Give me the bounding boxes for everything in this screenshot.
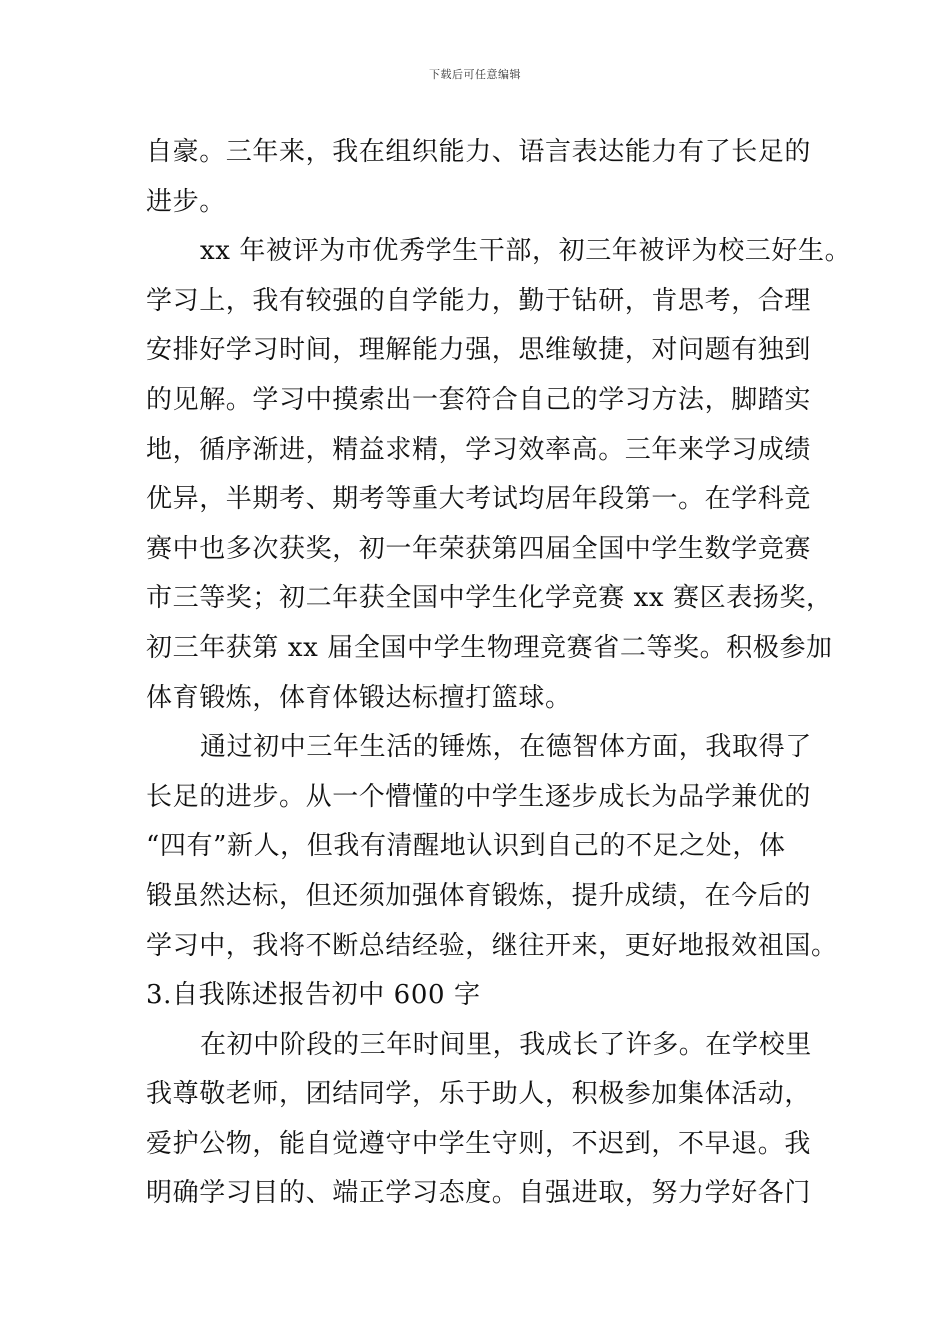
text-line: 长足的进步。从一个懵懂的中学生逐步成长为品学兼优的 xyxy=(146,781,812,812)
text-line: 赛中也多次获奖，初一年荣获第四届全国中学生数学竞赛 xyxy=(146,533,812,564)
text-line: “四有”新人，但我有清醒地认识到自己的不足之处，体 xyxy=(146,831,786,862)
text-line: 我尊敬老师，团结同学，乐于助人，积极参加集体活动， xyxy=(146,1079,812,1110)
text-line: 地，循序渐进，精益求精，学习效率高。三年来学习成绩 xyxy=(146,434,812,465)
paragraph-start-line: 在初中阶段的三年时间里，我成长了许多。在学校里 xyxy=(200,1029,812,1060)
text-line: 锻虽然达标，但还须加强体育锻炼，提升成绩，在今后的 xyxy=(146,880,812,911)
text-line: 爱护公物，能自觉遵守中学生守则，不迟到，不早退。我 xyxy=(146,1128,812,1159)
text-line: 学习中，我将不断总结经验，继往开来，更好地报效祖国。 xyxy=(146,930,838,961)
text-line: 自豪。三年来，我在组织能力、语言表达能力有了长足的 xyxy=(146,137,812,167)
text-line: 市三等奖；初二年获全国中学生化学竞赛 xx 赛区表扬奖， xyxy=(146,583,833,614)
document-body xyxy=(146,128,852,1219)
text-line: 学习上，我有较强的自学能力，勤于钻研，肯思考，合理 xyxy=(146,285,812,316)
text-line: 初三年获第 xx 届全国中学生物理竞赛省二等奖。积极参加 xyxy=(146,632,833,663)
page-header: 下载后可任意编辑 xyxy=(429,68,521,81)
paragraph-start-line: xx 年被评为市优秀学生干部，初三年被评为校三好生。 xyxy=(200,236,852,267)
text-line: 安排好学习时间，理解能力强，思维敏捷，对问题有独到 xyxy=(146,335,812,366)
text-line: 体育锻炼，体育体锻达标擅打篮球。 xyxy=(146,682,572,713)
text-line: 明确学习目的、端正学习态度。自强进取，努力学好各门 xyxy=(146,1178,812,1209)
text-line: 优异，半期考、期考等重大考试均居年段第一。在学科竞 xyxy=(146,484,812,515)
paragraph-start-line: 通过初中三年生活的锤炼，在德智体方面，我取得了 xyxy=(200,732,812,763)
text-line: 的见解。学习中摸索出一套符合自己的学习方法，脚踏实 xyxy=(146,384,812,415)
section-heading: 3.自我陈述报告初中 600 字 xyxy=(146,980,481,1011)
text-line: 进步。 xyxy=(146,186,226,217)
